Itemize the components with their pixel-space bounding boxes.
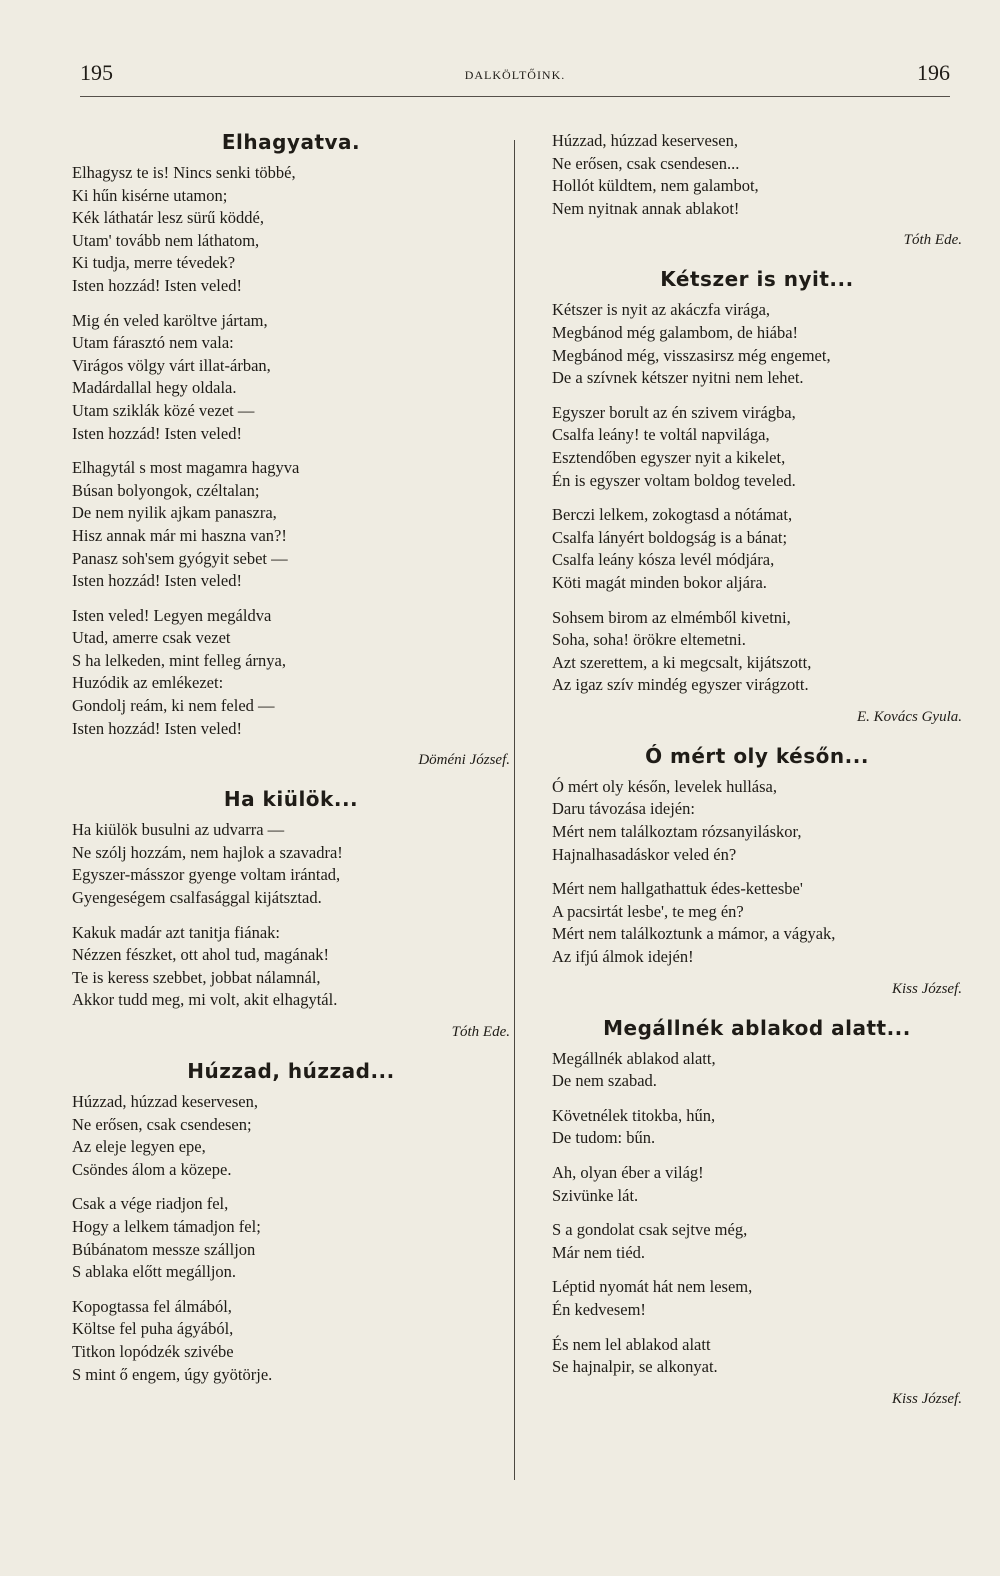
verse-line: Isten hozzád! Isten veled! bbox=[72, 718, 242, 738]
right-column bbox=[552, 130, 962, 1426]
stanza bbox=[552, 607, 962, 697]
page-number-right: 196 bbox=[917, 60, 950, 85]
stanza bbox=[552, 130, 962, 220]
verse-line: Isten hozzád! Isten veled! bbox=[72, 423, 242, 443]
verse-line: Utam sziklák közé vezet — bbox=[72, 400, 255, 420]
stanza bbox=[552, 1162, 962, 1207]
verse-line: Csalfa leány kósza levél módjára, bbox=[552, 550, 775, 570]
page-number-left: 195 bbox=[80, 60, 113, 85]
verse-line: Én kedvesem! bbox=[552, 1299, 646, 1319]
verse-line: A pacsirtát lesbe', te meg én? bbox=[552, 901, 744, 921]
stanza bbox=[552, 1048, 962, 1093]
verse-line: Mért nem találkoztunk a mámor, a vágyak, bbox=[552, 924, 836, 944]
stanza bbox=[72, 1296, 510, 1386]
verse-line: Követnélek titokba, hűn, bbox=[552, 1105, 716, 1125]
verse-line: Én is egyszer voltam boldog teveled. bbox=[552, 470, 796, 490]
verse-line: Se hajnalpir, se alkonyat. bbox=[552, 1357, 718, 1377]
poem bbox=[552, 744, 962, 998]
verse-line: Léptid nyomát hát nem lesem, bbox=[552, 1277, 753, 1297]
verse-line: De a szívnek kétszer nyitni nem lehet. bbox=[552, 368, 804, 388]
verse-line: Mért nem találkoztam rózsanyiláskor, bbox=[552, 822, 802, 842]
verse-line: Kétszer is nyit az akáczfa virága, bbox=[552, 300, 771, 320]
verse-line: S ha lelkeden, mint felleg árnya, bbox=[72, 650, 286, 670]
verse-line: Isten hozzád! Isten veled! bbox=[72, 275, 242, 295]
poem-title: Elhagyatva. bbox=[221, 130, 361, 154]
verse-line: Csalfa lányért boldogság is a bánat; bbox=[552, 527, 788, 547]
column-divider bbox=[514, 140, 515, 1480]
verse-line: Nem nyitnak annak ablakot! bbox=[552, 198, 740, 218]
stanza bbox=[72, 457, 510, 593]
poem bbox=[72, 130, 510, 769]
verse-line: Megbánod még galambom, de hiába! bbox=[552, 322, 799, 342]
poem-author: Tóth Ede. bbox=[451, 1024, 510, 1040]
verse-line: Megbánod még, visszasirsz még engemet, bbox=[552, 345, 831, 365]
verse-line: Búbánatom messze szálljon bbox=[72, 1239, 256, 1259]
poem-title: Kétszer is nyit... bbox=[660, 267, 854, 292]
left-column bbox=[72, 130, 510, 1404]
verse-line: Ki hűn kisérne utamon; bbox=[72, 185, 228, 205]
verse-line: Gyengeségem csalfasággal kijátsztad. bbox=[72, 888, 322, 908]
verse-line: S ablaka előtt megálljon. bbox=[72, 1262, 237, 1282]
verse-line: Búsan bolyongok, czéltalan; bbox=[72, 480, 260, 500]
stanza bbox=[72, 922, 510, 1012]
poem-author: Kiss József. bbox=[891, 1390, 962, 1407]
stanza bbox=[72, 1091, 510, 1181]
stanza bbox=[552, 878, 962, 968]
verse-line: Ah, olyan éber a világ! bbox=[552, 1163, 704, 1182]
verse-line: Ha kiülök busulni az udvarra — bbox=[72, 820, 285, 840]
verse-line: Elhagytál s most magamra hagyva bbox=[72, 458, 300, 478]
verse-line: Az ifjú álmok idején! bbox=[552, 947, 694, 967]
poem bbox=[552, 130, 962, 249]
verse-line: Madárdallal hegy oldala. bbox=[72, 378, 237, 398]
verse-line: Te is keress szebbet, jobbat nálamnál, bbox=[72, 967, 321, 987]
stanza bbox=[72, 1193, 510, 1283]
stanza bbox=[552, 402, 962, 492]
poem-title: Megállnék ablakod alatt... bbox=[603, 1015, 911, 1040]
verse-line: Költse fel puha ágyából, bbox=[72, 1319, 234, 1339]
stanza bbox=[552, 1219, 962, 1264]
stanza bbox=[72, 162, 510, 298]
poem-author: Döméni József. bbox=[418, 752, 510, 769]
verse-line: Az eleje legyen epe, bbox=[72, 1137, 206, 1157]
verse-line: Csak a vége riadjon fel, bbox=[72, 1194, 229, 1214]
poem bbox=[72, 1059, 510, 1386]
verse-line: S a gondolat csak sejtve még, bbox=[552, 1220, 748, 1240]
verse-line: Húzzad, húzzad keservesen, bbox=[552, 131, 738, 150]
verse-line: Ne erősen, csak csendesen... bbox=[552, 153, 740, 173]
verse-line: De tudom: bűn. bbox=[552, 1128, 656, 1148]
verse-line: Hogy a lelkem támadjon fel; bbox=[72, 1216, 261, 1236]
verse-line: Kék láthatár lesz sürű köddé, bbox=[72, 208, 264, 228]
verse-line: Az igaz szív mindég egyszer virágzott. bbox=[552, 675, 809, 695]
running-title: DALKÖLTŐINK. bbox=[464, 68, 566, 82]
verse-line: Huzódik az emlékezet: bbox=[72, 673, 224, 693]
stanza bbox=[552, 1276, 962, 1321]
stanza bbox=[72, 605, 510, 741]
stanza bbox=[552, 299, 962, 389]
stanza bbox=[72, 819, 510, 909]
verse-line: Hisz annak már mi haszna van?! bbox=[72, 525, 287, 545]
verse-line: Kopogtassa fel álmából, bbox=[72, 1296, 232, 1316]
poem-title: Húzzad, húzzad... bbox=[187, 1059, 395, 1083]
verse-line: Daru távozása idején: bbox=[552, 799, 695, 819]
verse-line: Húzzad, húzzad keservesen, bbox=[72, 1092, 258, 1111]
verse-line: Azt szerettem, a ki megcsalt, kijátszott, bbox=[552, 652, 812, 672]
verse-line: Soha, soha! örökre eltemetni. bbox=[552, 630, 746, 650]
verse-line: Sohsem birom az elmémből kivetni, bbox=[552, 607, 791, 627]
verse-line: Berczi lelkem, zokogtasd a nótámat, bbox=[552, 505, 793, 525]
verse-line: Gondolj reám, ki nem feled — bbox=[72, 696, 275, 716]
poem-author: Kiss József. bbox=[891, 980, 962, 997]
verse-line: Csalfa leány! te voltál napvilága, bbox=[552, 425, 770, 445]
page-header bbox=[80, 60, 950, 97]
verse-line: Megállnék ablakod alatt, bbox=[552, 1048, 716, 1068]
verse-line: Ki tudja, merre tévedek? bbox=[72, 253, 236, 273]
verse-line: Utad, amerre csak vezet bbox=[72, 628, 231, 648]
verse-line: Egyszer borult az én szivem virágba, bbox=[552, 402, 796, 422]
verse-line: Hollót küldtem, nem galambot, bbox=[552, 176, 759, 196]
verse-line: Virágos völgy várt illat-árban, bbox=[72, 355, 271, 375]
verse-line: Csöndes álom a közepe. bbox=[72, 1159, 232, 1179]
verse-line: Isten hozzád! Isten veled! bbox=[72, 571, 242, 591]
verse-line: Köti magát minden bokor aljára. bbox=[552, 572, 767, 592]
verse-line: Ó mért oly későn, levelek hullása, bbox=[552, 776, 777, 796]
poem-author: E. Kovács Gyula. bbox=[857, 708, 962, 725]
verse-line: Ne erősen, csak csendesen; bbox=[72, 1114, 252, 1134]
poem-title: Ha kiülök... bbox=[223, 787, 359, 812]
verse-line: Már nem tiéd. bbox=[552, 1242, 646, 1262]
verse-line: És nem lel ablakod alatt bbox=[552, 1334, 711, 1354]
verse-line: Mért nem hallgathattuk édes-kettesbe' bbox=[552, 879, 803, 899]
stanza bbox=[72, 310, 510, 446]
verse-line: Titkon lopódzék szivébe bbox=[72, 1341, 234, 1361]
verse-line: Elhagysz te is! Nincs senki többé, bbox=[72, 163, 296, 182]
stanza bbox=[552, 1334, 962, 1379]
stanza bbox=[552, 1105, 962, 1150]
verse-line: Ne szólj hozzám, nem hajlok a szavadra! bbox=[72, 842, 343, 862]
verse-line: Hajnalhasadáskor veled én? bbox=[552, 844, 737, 864]
verse-line: De nem nyilik ajkam panaszra, bbox=[72, 503, 277, 523]
verse-line: Utam fárasztó nem vala: bbox=[72, 333, 234, 353]
verse-line: Mig én veled karöltve jártam, bbox=[72, 310, 268, 330]
verse-line: Szivünke lát. bbox=[552, 1185, 639, 1205]
poem bbox=[72, 787, 510, 1041]
verse-line: Nézzen fészket, ott ahol tud, magának! bbox=[72, 945, 330, 965]
stanza bbox=[552, 776, 962, 866]
verse-line: De nem szabad. bbox=[552, 1071, 657, 1091]
verse-line: Akkor tudd meg, mi volt, akit elhagytál. bbox=[72, 990, 338, 1010]
verse-line: Isten veled! Legyen megáldva bbox=[72, 605, 272, 625]
poem-title: Ó mért oly későn... bbox=[645, 743, 869, 768]
poem-author: Tóth Ede. bbox=[903, 232, 962, 249]
verse-line: Utam' tovább nem láthatom, bbox=[72, 230, 260, 250]
verse-line: Egyszer-másszor gyenge voltam irántad, bbox=[72, 865, 341, 885]
verse-line: Esztendőben egyszer nyit a kikelet, bbox=[552, 447, 786, 467]
stanza bbox=[552, 504, 962, 594]
poem bbox=[552, 1016, 962, 1408]
verse-line: Kakuk madár azt tanitja fiának: bbox=[72, 922, 280, 942]
verse-line: S mint ő engem, úgy gyötörje. bbox=[72, 1364, 273, 1384]
verse-line: Panasz soh'sem gyógyit sebet — bbox=[72, 548, 288, 568]
poem bbox=[552, 267, 962, 726]
